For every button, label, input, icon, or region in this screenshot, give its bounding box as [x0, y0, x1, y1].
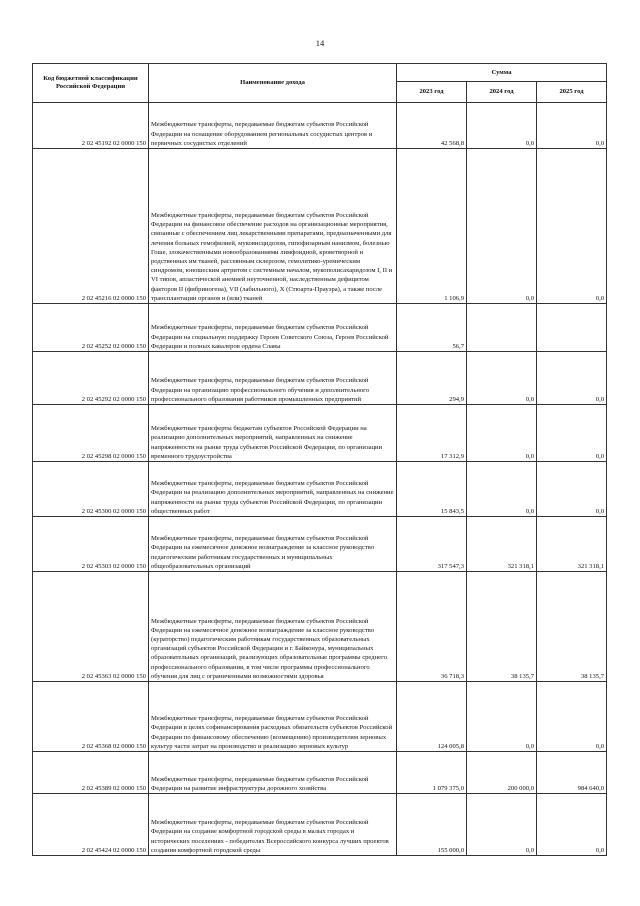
budget-code: 2 02 45389 02 0000 150	[33, 752, 149, 794]
table-row	[33, 103, 607, 149]
amount-2024: 38 135,7	[467, 572, 537, 682]
amount-2023: 15 843,5	[397, 462, 467, 517]
budget-code: 2 02 45363 02 0000 150	[33, 572, 149, 682]
amount-2024	[467, 304, 537, 352]
amount-2025: 0,0	[537, 149, 607, 304]
amount-2024: 0,0	[467, 352, 537, 405]
amount-2025: 984 640,0	[537, 752, 607, 794]
amount-2023: 56,7	[397, 304, 467, 352]
amount-2023: 124 005,8	[397, 682, 467, 752]
amount-2024: 0,0	[467, 103, 537, 149]
amount-2024: 0,0	[467, 405, 537, 462]
table-row	[33, 682, 607, 752]
amount-2025: 0,0	[537, 103, 607, 149]
revenue-name: Межбюджетные трансферты, передаваемые бюджетам субъектов Российской Федерации на оснащение оборудованием региональных сосудистых центров и первичных сосудистых отделений	[149, 103, 397, 149]
header-year-2023: 2023 год	[397, 82, 467, 103]
amount-2024: 0,0	[467, 682, 537, 752]
revenue-name: Межбюджетные трансферты, передаваемые бюджетам субъектов Российской Федерации на ежемесячное денежное вознаграждение за классное руководство педагогическим работникам государственных и муниципальных общеобразовательных организаций	[149, 517, 397, 572]
revenue-table	[32, 63, 607, 856]
amount-2025: 0,0	[537, 352, 607, 405]
revenue-name: Межбюджетные трансферты, передаваемые бюджетам субъектов Российской Федерации на социальную поддержку Героев Советского Союза, Героев Российской Федерации и полных кавалеров ордена Славы	[149, 304, 397, 352]
table-row	[33, 405, 607, 462]
revenue-name: Межбюджетные трансферты, передаваемые бюджетам субъектов Российской Федерации на развитие инфраструктуры дорожного хозяйства	[149, 752, 397, 794]
table-row	[33, 304, 607, 352]
revenue-name: Межбюджетные трансферты, передаваемые бюджетам субъектов Российской Федерации на реализацию дополнительных мероприятий, направленных на снижение напряженности на рынке труда субъектов Российской Федерации, по организации общественных работ	[149, 462, 397, 517]
revenue-name: Межбюджетные трансферты, передаваемые бюджетам субъектов Российской Федерации в целях софинансирования расходных обязательств субъектов Российской Федерации по финансовому обеспечению (возмещению) производителям зерновых культур части затрат на производство и реализацию зерновых культур	[149, 682, 397, 752]
amount-2025: 38 135,7	[537, 572, 607, 682]
table-row	[33, 149, 607, 304]
amount-2023: 155 000,0	[397, 794, 467, 856]
budget-code: 2 02 45424 02 0000 150	[33, 794, 149, 856]
amount-2023: 1 106,9	[397, 149, 467, 304]
amount-2025: 321 318,1	[537, 517, 607, 572]
header-code: Код бюджетной классификации Российской Федерации	[33, 64, 149, 103]
amount-2024: 0,0	[467, 149, 537, 304]
amount-2024: 321 318,1	[467, 517, 537, 572]
page-number: 14	[315, 38, 325, 48]
table-row	[33, 752, 607, 794]
amount-2023: 294,9	[397, 352, 467, 405]
budget-code: 2 02 45216 02 0000 150	[33, 149, 149, 304]
budget-code: 2 02 45292 02 0000 150	[33, 352, 149, 405]
revenue-name: Межбюджетные трансферты, передаваемые бюджетам субъектов Российской Федерации на организацию профессионального обучения и дополнительного профессионального образования работников промышленных предприятий	[149, 352, 397, 405]
amount-2025: 0,0	[537, 405, 607, 462]
amount-2023: 17 312,9	[397, 405, 467, 462]
amount-2024: 200 000,0	[467, 752, 537, 794]
table-row	[33, 517, 607, 572]
budget-code: 2 02 45300 02 0000 150	[33, 462, 149, 517]
table-row	[33, 352, 607, 405]
budget-code: 2 02 45368 02 0000 150	[33, 682, 149, 752]
amount-2023: 42 568,8	[397, 103, 467, 149]
amount-2025: 0,0	[537, 462, 607, 517]
amount-2025	[537, 304, 607, 352]
amount-2025: 0,0	[537, 794, 607, 856]
header-name: Наименование дохода	[149, 64, 397, 103]
revenue-name: Межбюджетные трансферты, передаваемые бюджетам субъектов Российской Федерации на ежемесячное денежное вознаграждение за классное руководство (кураторство) педагогическим работникам государственных образовательных организаций субъектов Российской Федерации и г. Байконура, муниципальных образовательных организаций, реализующих образовательные программы среднего профессионального образования, в том числе программы профессионального обучения для лиц с ограниченными возможностями здоровья	[149, 572, 397, 682]
budget-code: 2 02 45298 02 0000 150	[33, 405, 149, 462]
table-row	[33, 794, 607, 856]
budget-code: 2 02 45303 02 0000 150	[33, 517, 149, 572]
amount-2025: 0,0	[537, 682, 607, 752]
table-row	[33, 462, 607, 517]
revenue-name: Межбюджетные трансферты, передаваемые бюджетам субъектов Российской Федерации на создание комфортной городской среды в малых городах и исторических поселениях - победителях Всероссийского конкурса лучших проектов создания комфортной городской среды	[149, 794, 397, 856]
amount-2024: 0,0	[467, 462, 537, 517]
revenue-name: Межбюджетные трансферты бюджетам субъектов Российской Федерации на реализацию дополнительных мероприятий, направленных на снижение напряженности на рынке труда субъектов Российской Федерации, по организации временного трудоустройства	[149, 405, 397, 462]
header-year-2024: 2024 год	[467, 82, 537, 103]
budget-code: 2 02 45192 02 0000 150	[33, 103, 149, 149]
header-sum: Сумма	[397, 64, 607, 82]
amount-2023: 1 079 375,0	[397, 752, 467, 794]
amount-2023: 317 547,3	[397, 517, 467, 572]
amount-2023: 36 718,3	[397, 572, 467, 682]
amount-2024: 0,0	[467, 794, 537, 856]
table-row	[33, 572, 607, 682]
budget-code: 2 02 45252 02 0000 150	[33, 304, 149, 352]
table-body	[33, 103, 607, 856]
header-year-2025: 2025 год	[537, 82, 607, 103]
revenue-name: Межбюджетные трансферты, передаваемые бюджетам субъектов Российской Федерации на финансовое обеспечение расходов на организационные мероприятия, связанные с обеспечением лиц лекарственными препаратами, предназначенными для лечения больных гемофилией, муковисцидозом, гипофизарным нанизмом, болезнью Гоше, злокачественными новообразованиями лимфоидной, кроветворной и родственных им тканей, рассеянным склерозом, гемолитико-уремическим синдромом, юношеским артритом с системным началом, мукополисахаридозом I, II и VI типов, апластической анемией неуточненной, наследственным дефицитом факторов II (фибриногена), VII (лабильного), X (Стюарта-Прауэра), а также после трансплантации органов и (или) тканей	[149, 149, 397, 304]
